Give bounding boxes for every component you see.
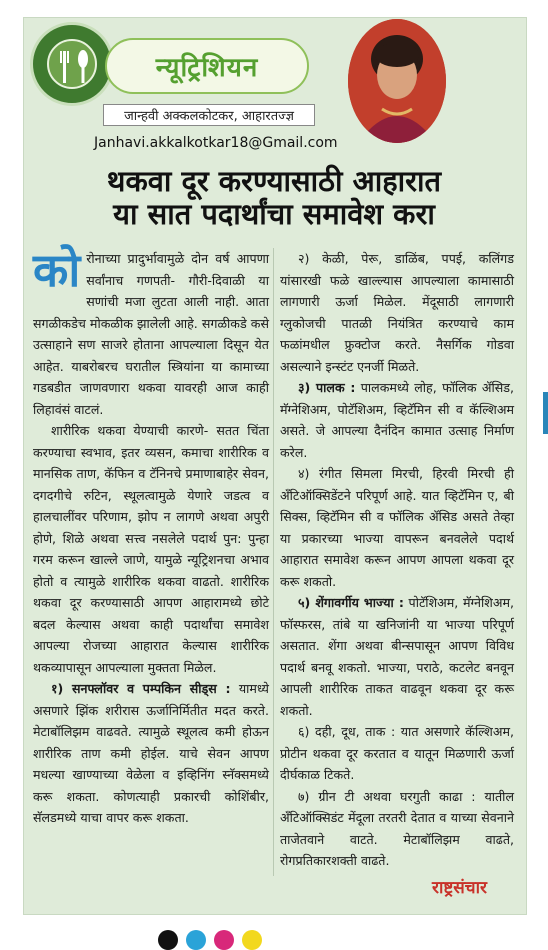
intro-paragraph [33, 243, 269, 420]
registration-dot-cyan [186, 930, 206, 950]
registration-dot-magenta [214, 930, 234, 950]
nutrition-logo [30, 22, 114, 106]
tip-5-paragraph [280, 592, 514, 721]
cutlery-icon [55, 49, 95, 85]
tip-7-paragraph: ७) ग्रीन टी अथवा घरगुती काढा : यातील अँटिऑक्सिडंट मेंदूला तरतरी देतात व याच्या सेवनाने ताजेतवाने वाटते. मेटाबॉलिझम वाढते, रोगप्रतिकारशक्ती वाढते. [280, 788, 514, 868]
tip-3-label: ३) पालक : [298, 380, 356, 395]
left-column [33, 243, 269, 829]
tip-1-paragraph [33, 678, 269, 829]
intro-text: रोनाच्या प्रादुर्भावामुळे दोन वर्ष आपणा सर्वांनाच गणपती- गौरी-दिवाळी या सणांची मजा लुटता आली नाही. आता सगळीकडेच मोकळीक झालेली आहे. सगळीकडे कसे उत्साहाने सण साजरे होताना आपल्याला दिसून येत आहेत. याबरोबरच घरातील स्त्रियांना या कामाच्या गडबडीत जाणवणारा थकवा यावरही आज काही लिहावंसं वाटलं. [33, 251, 269, 417]
right-column [280, 248, 514, 872]
column-divider [273, 248, 274, 876]
registration-dot-yellow [242, 930, 262, 950]
tip-1-label: १) सनफ्लॉवर व पम्पकिन सीड्स : [51, 681, 231, 696]
adjacent-column-marker [543, 392, 548, 434]
tip-5-text: पोटॅशिअम, मॅग्नेशिअम, फॉस्फरस, तांबे या खनिजांनी या भाज्या परिपूर्ण असतात. शेंगा अथवा बीन्सपासून आपण विविध पदार्थ बनवू शकतो. भाज्या, पराठे, कटलेट बनवून आपली शारीरिक ताकत वाढवून थकवा दूर करू शकतो. [280, 595, 514, 718]
headline-line-2: या सात पदार्थांचा समावेश करा [113, 197, 435, 231]
tip-6-paragraph: ६) दही, दूध, ताक : यात असणारे कॅल्शिअम, प्रोटीन थकवा दूर करतात व यातून मिळणारी ऊर्जा दीर्घकाळ टिकते. [280, 724, 514, 782]
registration-dot-black [158, 930, 178, 950]
author-portrait [348, 19, 446, 143]
dropcap: को [33, 243, 81, 297]
tip-3-text: पालकमध्ये लोह, फॉलिक ॲसिड, मॅग्नेशिअम, पोटॅशिअम, व्हिटॅमिन सी व कॅल्शिअम असते. जे आपल्या दैनंदिन कामात उत्साह निर्माण करेल. [280, 380, 514, 460]
causes-paragraph: शारीरिक थकवा येण्याची कारणे- सतत चिंता करण्याचा स्वभाव, इतर व्यसन, कमाचा शारीरिक व मानसिक ताण, कॅफिन व टॅनिनचे प्रमाणाबाहेर सेवन, दगदगीचे रुटिन, स्थूलत्वामुळे येणारे जडत्व व हालचालींवर परिणाम, झोप न लागणे अथवा अपुरी होणे, शिळे अथवा सत्त्व नसलेले पदार्थ पुन: पुन्हा गरम करून खाल्ले जाणे, यामुळे न्यूट्रिशनचा अभाव होतो व त्यामुळे शारीरिक थकवा वाढतो. शारीरिक थकवा दूर करण्यासाठी आपण आहारामध्ये छोटे बदल केल्यास अथवा काही पदार्थांचा समावेश आपल्या रोजच्या आहारात केल्यास शारीरिक थकव्यापासून आपल्याला मुक्तता मिळेल. [33, 423, 269, 675]
publication-logo: राष्ट्रसंचार [432, 878, 487, 898]
section-title: न्यूट्रिशियन [155, 53, 259, 83]
headline-line-1: थकवा दूर करण्यासाठी आहारात [106, 164, 442, 198]
author-photo [348, 19, 446, 143]
tip-2-paragraph: २) केळी, पेरू, डाळिंब, पपई, कलिंगड यांसारखी फळे खाल्ल्यास आपल्याला कामासाठी लागणारी ऊर्जा मिळेल. मेंदूसाठी लागणारी ग्लुकोजची पातळी नियंत्रित करण्याचे काम फळांमधील फ्रुक्टोज करते. नैसर्गिक गोडवा असल्याने इन्स्टंट एनर्जी मिळते. [280, 251, 514, 374]
tip-4-paragraph: ४) रंगीत सिमला मिरची, हिरवी मिरची ही अँटिऑक्सिडेंटने परिपूर्ण आहे. यात व्हिटॅमिन ए, बी सिक्स, व्हिटॅमिन सी व फॉलिक ॲसिड असते तेव्हा या प्रकारच्या भाज्या वापरून बनवलेले पदार्थ आहारात समावेश करून आपण आपला थकवा दूर करू शकतो. [280, 466, 514, 589]
tip-5-label: ५) शेंगावर्गीय भाज्या : [298, 595, 404, 610]
author-byline: जान्हवी अक्कलकोटकर, आहारतज्ज्ञ [103, 104, 315, 126]
headline [24, 165, 524, 231]
section-banner [105, 38, 309, 94]
author-email: Janhavi.akkalkotkar18@Gmail.com [94, 135, 338, 151]
tip-3-paragraph [280, 377, 514, 463]
tip-1-text: यामध्ये असणारे झिंक शरीरास ऊर्जानिर्मितीत मदत करते. मेटाबॉलिझम वाढवते. त्यामुळे स्थूलत्व कमी होऊन शारीरिक ताण कमी होईल. याचे सेवन आपण मधल्या खाण्याच्या वेळेला व इव्हिनिंग स्नॅक्समध्ये करू शकता. कोणत्याही प्रकारची कोशिंबीर, सॅलडमध्ये याचा वापर करू शकता. [33, 681, 269, 825]
